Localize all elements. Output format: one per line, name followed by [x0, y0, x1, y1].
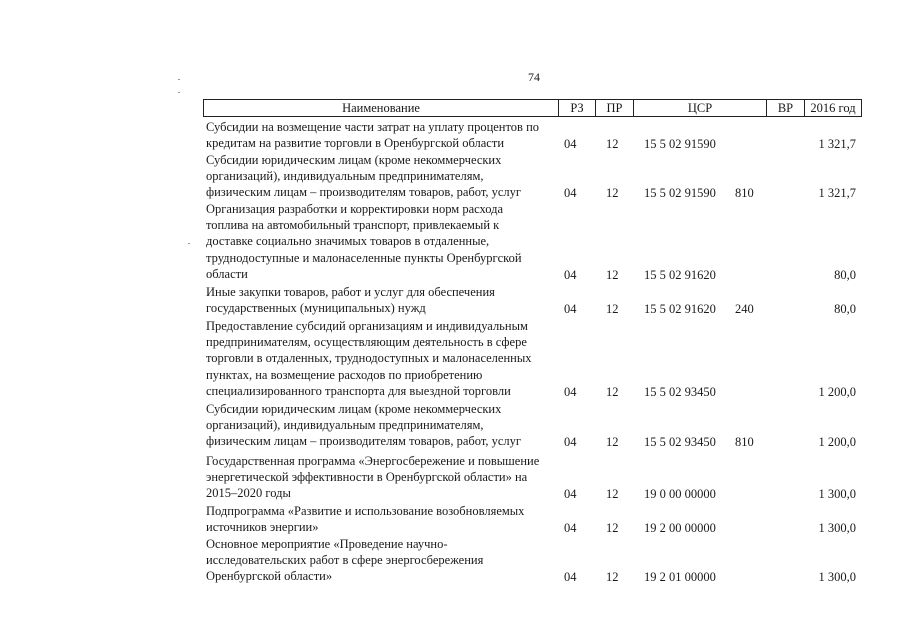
row-name: Субсидии на возмещение части затрат на уплату процентов по кредитам на развитие торговли в Оренбургской области [206, 120, 540, 151]
scan-speck [188, 243, 190, 244]
row-name: Субсидии юридическим лицам (кроме некоммерческих организаций), индивидуальным предпринимателям, физическим лицам – производителям товаров, работ, услуг [206, 402, 522, 449]
row-vr: 810 [735, 434, 754, 449]
row-name: Основное мероприятие «Проведение научно- исследовательских работ в сфере энергосбережения Оренбургской области» [206, 537, 484, 584]
row-csr: 15 5 02 93450 [644, 384, 716, 399]
row-pr: 12 [606, 185, 619, 200]
row-amount: 1 300,0 [818, 569, 856, 584]
table-header [203, 99, 862, 117]
table-row [0, 318, 905, 400]
row-amount: 1 300,0 [818, 486, 856, 501]
table-row [0, 503, 905, 536]
scan-speck [178, 92, 180, 93]
row-csr: 15 5 02 93450 [644, 434, 716, 449]
column-header-csr: ЦСР [634, 100, 767, 116]
row-csr: 15 5 02 91620 [644, 267, 716, 282]
table-row [0, 119, 905, 152]
row-csr: 19 2 01 00000 [644, 569, 716, 584]
row-rz: 04 [564, 267, 577, 282]
row-rz: 04 [564, 434, 577, 449]
row-name: Организация разработки и корректировки норм расхода топлива на автомобильный транспорт, привлекаемый к доставке социально значимых товаров в отдаленные, труднодоступные и малонаселенные пункты Оренбургской области [206, 202, 522, 281]
row-name: Субсидии юридическим лицам (кроме некоммерческих организаций), индивидуальным предпринимателям, физическим лицам – производителям товаров, работ, услуг [206, 153, 522, 200]
row-amount: 1 200,0 [818, 434, 856, 449]
row-pr: 12 [606, 569, 619, 584]
row-amount: 1 300,0 [818, 520, 856, 535]
row-csr: 15 5 02 91620 [644, 301, 716, 316]
row-csr: 19 0 00 00000 [644, 486, 716, 501]
row-pr: 12 [606, 301, 619, 316]
row-amount: 1 321,7 [818, 136, 856, 151]
row-pr: 12 [606, 136, 619, 151]
row-vr: 810 [735, 185, 754, 200]
table-row [0, 152, 905, 201]
page-number: 74 [528, 70, 540, 84]
row-pr: 12 [606, 486, 619, 501]
row-amount: 1 200,0 [818, 384, 856, 399]
scan-speck [178, 79, 180, 80]
row-csr: 15 5 02 91590 [644, 185, 716, 200]
row-pr: 12 [606, 520, 619, 535]
row-csr: 15 5 02 91590 [644, 136, 716, 151]
row-pr: 12 [606, 267, 619, 282]
row-pr: 12 [606, 434, 619, 449]
column-header-year: 2016 год [810, 101, 856, 115]
row-name: Иные закупки товаров, работ и услуг для обеспечения государственных (муниципальных) нужд [206, 285, 495, 316]
row-amount: 80,0 [834, 267, 856, 282]
table-row [0, 536, 905, 585]
row-rz: 04 [564, 384, 577, 399]
table-row [0, 201, 905, 283]
row-name: Предоставление субсидий организациям и индивидуальным предпринимателям, осуществляющим деятельность в сфере торговли в отдаленных, труднодоступных и малонаселенных пунктах, на возмещение расходов по приобретению специализированного транспорта для выездной торговли [206, 319, 532, 398]
row-rz: 04 [564, 520, 577, 535]
table-row [0, 284, 905, 317]
column-header-pr: ПР [596, 100, 634, 116]
row-csr: 19 2 00 00000 [644, 520, 716, 535]
row-pr: 12 [606, 384, 619, 399]
row-rz: 04 [564, 486, 577, 501]
table-row [0, 401, 905, 450]
row-name: Государственная программа «Энергосбережение и повышение энергетической эффективности в Оренбургской области» на 2015–2020 годы [206, 454, 540, 501]
column-header-vr: ВР [767, 100, 805, 116]
row-rz: 04 [564, 185, 577, 200]
row-rz: 04 [564, 301, 577, 316]
row-vr: 240 [735, 301, 754, 316]
row-amount: 80,0 [834, 301, 856, 316]
row-rz: 04 [564, 569, 577, 584]
column-header-rz: РЗ [559, 100, 596, 116]
row-rz: 04 [564, 136, 577, 151]
column-header-name: Наименование [204, 100, 559, 116]
row-name: Подпрограмма «Развитие и использование возобновляемых источников энергии» [206, 504, 525, 535]
row-amount: 1 321,7 [818, 185, 856, 200]
table-row [0, 453, 905, 502]
